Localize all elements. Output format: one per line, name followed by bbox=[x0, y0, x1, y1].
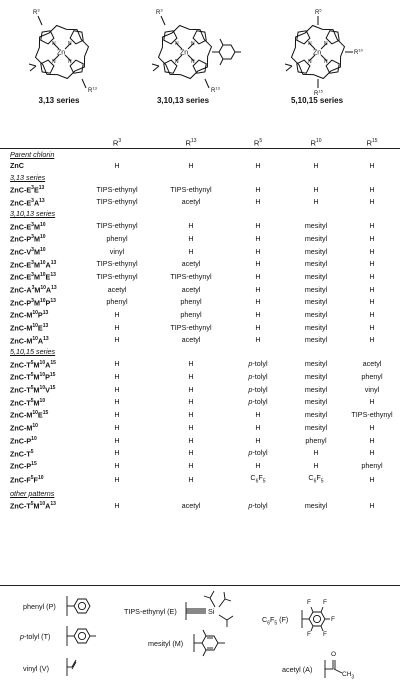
nitrogen-label: N bbox=[175, 59, 179, 65]
section-header bbox=[0, 346, 400, 357]
cell-r15: H bbox=[369, 233, 375, 243]
legend-mesityl: mesityl (M) bbox=[148, 639, 184, 648]
nitrogen-label: N bbox=[68, 41, 72, 47]
cell-r3: H bbox=[114, 310, 120, 320]
header-r5: $R^5$ bbox=[253, 138, 263, 148]
compound-name: ZnC-$M^{10}E^{15}$ bbox=[10, 410, 49, 420]
compound-name: ZnC-$E^3A^{13}$ bbox=[10, 197, 45, 207]
cell-r15: H bbox=[369, 397, 375, 407]
cell-r13: H bbox=[188, 435, 194, 445]
legend-f-label: F bbox=[307, 599, 311, 606]
cell-r10: mesityl bbox=[304, 310, 328, 320]
cell-r15: acetyl bbox=[362, 359, 382, 369]
cell-r15: phenyl bbox=[361, 460, 383, 470]
cell-r10: mesityl bbox=[304, 359, 328, 369]
substituent-label: $R^{10}$ bbox=[354, 47, 363, 56]
nitrogen-label: N bbox=[175, 41, 179, 47]
compound-name: ZnC-$T^5M^{10}$ bbox=[10, 397, 46, 408]
cell-r10: mesityl bbox=[304, 221, 328, 231]
compound-name: ZnC-$V^3M^{10}$ bbox=[10, 246, 46, 257]
legend-ch3-label: $CH_3$ bbox=[342, 671, 355, 681]
cell-r10: mesityl bbox=[304, 500, 328, 510]
cell-r5: H bbox=[255, 310, 261, 320]
cell-r13: H bbox=[188, 372, 194, 382]
cell-r13: H bbox=[188, 422, 194, 432]
table-row bbox=[0, 270, 400, 283]
nitrogen-label: N bbox=[68, 59, 72, 65]
substituent-label: $R^{13}$ bbox=[211, 85, 220, 94]
pyrrole-ring bbox=[326, 60, 339, 73]
cell-r15: H bbox=[369, 184, 375, 194]
cell-r15: H bbox=[369, 297, 375, 307]
cell-r10: mesityl bbox=[304, 397, 328, 407]
compound-name: ZnC-$E^3E^{13}$ bbox=[10, 184, 45, 195]
cell-r13: H bbox=[188, 475, 194, 485]
cell-r5: H bbox=[255, 422, 261, 432]
cell-r13: phenyl bbox=[180, 297, 202, 307]
series-label-3-10-13: 3,10,13 series bbox=[156, 96, 210, 105]
cell-r10: mesityl bbox=[304, 284, 328, 294]
cell-r3: H bbox=[114, 422, 120, 432]
cell-r13: H bbox=[188, 221, 194, 231]
legend-f-label: F bbox=[307, 631, 311, 638]
cell-r15: H bbox=[369, 221, 375, 231]
cell-r3: TIPS-ethynyl bbox=[96, 272, 138, 281]
cell-r13: acetyl bbox=[181, 197, 201, 207]
cell-r5: p-tolyl bbox=[248, 372, 268, 382]
cell-r10: H bbox=[313, 460, 319, 470]
series-label-3-13: 3,13 series bbox=[38, 96, 80, 105]
section-label: 5,10,15 series bbox=[10, 347, 56, 357]
nitrogen-label: N bbox=[191, 59, 195, 65]
cell-r15: H bbox=[369, 272, 375, 281]
substituent-bond bbox=[82, 79, 86, 88]
substituent-label: $R^{13}$ bbox=[88, 85, 97, 94]
header-r3: $R^3$ bbox=[112, 138, 122, 148]
table-row bbox=[0, 245, 400, 258]
table-row bbox=[0, 421, 400, 434]
section-header bbox=[0, 488, 400, 499]
cell-r13: H bbox=[188, 397, 194, 407]
pyrrole-ring bbox=[70, 60, 83, 73]
compound-name: ZnC-$M^{10}E^{13}$ bbox=[10, 323, 49, 333]
legend-structures bbox=[0, 586, 400, 686]
cell-r5: p-tolyl bbox=[248, 448, 268, 458]
section-label: Parent chlorin bbox=[10, 150, 55, 159]
table-row bbox=[0, 220, 400, 233]
cell-r10: mesityl bbox=[304, 384, 328, 394]
table-header-row bbox=[0, 136, 400, 149]
series-label-5-10-15: 5,10,15 series bbox=[290, 96, 344, 105]
table-row bbox=[0, 308, 400, 321]
methyl-bond bbox=[220, 39, 223, 45]
cell-r3: acetyl bbox=[107, 284, 127, 294]
cell-r15: H bbox=[369, 435, 375, 445]
cell-r13: TIPS-ethynyl bbox=[170, 184, 212, 194]
cell-r5: H bbox=[255, 259, 261, 269]
header-r13: $R^{13}$ bbox=[185, 138, 197, 148]
cell-r5: H bbox=[255, 233, 261, 243]
cell-r15: H bbox=[369, 161, 375, 171]
zinc-label: Zn bbox=[57, 49, 66, 57]
table-row bbox=[0, 447, 400, 460]
cell-r13: acetyl bbox=[181, 259, 201, 269]
methyl-bond bbox=[30, 66, 36, 71]
methyl-bond bbox=[153, 66, 159, 71]
compound-name: ZnC-$E^3M^{10}$ bbox=[10, 221, 46, 231]
cell-r3: H bbox=[114, 435, 120, 445]
methyl-bond bbox=[286, 66, 292, 71]
nitrogen-label: N bbox=[191, 41, 195, 47]
cell-r13: acetyl bbox=[181, 335, 201, 345]
cell-r5: H bbox=[255, 246, 261, 256]
compound-name: ZnC-$M^{10}$ bbox=[10, 423, 38, 433]
cell-r13: TIPS-ethynyl bbox=[170, 322, 212, 332]
legend-c6f5: $C_6F_5$ (F) bbox=[262, 615, 289, 627]
cell-r5: $C_6F_5$ bbox=[250, 472, 266, 485]
cell-r10: mesityl bbox=[304, 422, 328, 432]
table-row bbox=[0, 296, 400, 309]
cell-r15: H bbox=[369, 422, 375, 432]
cell-r5: H bbox=[255, 335, 261, 345]
legend-vinyl: vinyl (V) bbox=[23, 664, 49, 673]
cell-r13: H bbox=[188, 410, 194, 420]
table-row bbox=[0, 321, 400, 334]
cell-r3: H bbox=[114, 161, 120, 171]
compound-name: ZnC-$F^5F^{10}$ bbox=[10, 475, 44, 485]
legend-f-label: F bbox=[331, 616, 335, 623]
cell-r3: TIPS-ethynyl bbox=[96, 184, 138, 194]
substituent-label: $R^3$ bbox=[33, 7, 40, 16]
legend-si: Si bbox=[208, 607, 215, 616]
table-row bbox=[0, 499, 400, 512]
cell-r13: acetyl bbox=[181, 500, 201, 510]
cell-r3: TIPS-ethynyl bbox=[96, 221, 138, 231]
cell-r15: H bbox=[369, 322, 375, 332]
cell-r15: H bbox=[369, 500, 375, 510]
cell-r3: H bbox=[114, 359, 120, 369]
cell-r5: H bbox=[255, 435, 261, 445]
cell-r10: mesityl bbox=[304, 297, 328, 307]
cell-r3: TIPS-ethynyl bbox=[96, 259, 138, 269]
nitrogen-label: N bbox=[324, 59, 328, 65]
cell-r5: H bbox=[255, 184, 261, 194]
cell-r5: H bbox=[255, 297, 261, 307]
substituent-bond bbox=[205, 79, 209, 88]
cell-r10: mesityl bbox=[304, 372, 328, 382]
substituent-table bbox=[0, 136, 400, 512]
cell-r10: mesityl bbox=[304, 335, 328, 345]
cell-r3: phenyl bbox=[106, 233, 128, 243]
cell-r10: H bbox=[313, 448, 319, 458]
table-row bbox=[0, 408, 400, 421]
cell-r5: H bbox=[255, 322, 261, 332]
cell-r10: mesityl bbox=[304, 272, 328, 281]
mesityl-ring bbox=[219, 45, 235, 59]
cell-r5: H bbox=[255, 197, 261, 207]
cell-r10: phenyl bbox=[305, 435, 327, 445]
section-label: other patterns bbox=[10, 488, 55, 498]
table-row bbox=[0, 183, 400, 196]
cell-r3: H bbox=[114, 500, 120, 510]
cell-r3: H bbox=[114, 397, 120, 407]
cell-r5: p-tolyl bbox=[248, 500, 268, 510]
table-row bbox=[0, 160, 400, 171]
methyl-bond bbox=[285, 64, 292, 66]
legend-acetyl: acetyl (A) bbox=[282, 665, 313, 674]
table-row bbox=[0, 232, 400, 245]
methyl-bond bbox=[29, 64, 36, 66]
table-row bbox=[0, 459, 400, 472]
table-row bbox=[0, 358, 400, 371]
table-row bbox=[0, 370, 400, 383]
cell-r5: p-tolyl bbox=[248, 384, 268, 394]
substituent-label: $R^{15}$ bbox=[314, 88, 323, 97]
table-row bbox=[0, 383, 400, 396]
compound-name: ZnC bbox=[10, 161, 24, 171]
compound-name: ZnC-$T^5M^{10}P^{15}$ bbox=[10, 372, 56, 382]
nitrogen-label: N bbox=[52, 41, 56, 47]
table-row bbox=[0, 396, 400, 409]
substituent-label: $R^3$ bbox=[156, 7, 163, 16]
cell-r10: H bbox=[313, 184, 319, 194]
cell-r15: H bbox=[369, 335, 375, 345]
header-r15: $R^{15}$ bbox=[366, 138, 378, 148]
compound-name: ZnC-$M^{10}P^{13}$ bbox=[10, 310, 49, 320]
cell-r5: p-tolyl bbox=[248, 359, 268, 369]
compound-name: ZnC-$E^3M^{10}E^{13}$ bbox=[10, 272, 56, 282]
cell-r10: mesityl bbox=[304, 233, 328, 243]
cell-r10: mesityl bbox=[304, 322, 328, 332]
nitrogen-label: N bbox=[52, 59, 56, 65]
cell-r3: H bbox=[114, 410, 120, 420]
cell-r5: H bbox=[255, 460, 261, 470]
header-compound bbox=[0, 136, 80, 149]
compound-name: ZnC-$P^3M^{10}$ bbox=[10, 234, 46, 244]
compound-name: ZnC-$P^3M^{10}P^{13}$ bbox=[10, 297, 56, 308]
pyrrole-ring bbox=[193, 60, 206, 73]
cell-r13: H bbox=[188, 460, 194, 470]
legend-phenyl: phenyl (P) bbox=[23, 602, 56, 611]
cell-r15: H bbox=[369, 284, 375, 294]
nitrogen-label: N bbox=[324, 41, 328, 47]
table-row bbox=[0, 283, 400, 296]
cell-r15: phenyl bbox=[361, 372, 383, 382]
compound-name: ZnC-$T^5$ bbox=[10, 448, 34, 458]
cell-r15: H bbox=[369, 246, 375, 256]
cell-r3: vinyl bbox=[109, 246, 125, 256]
cell-r5: H bbox=[255, 272, 261, 281]
cell-r3: H bbox=[114, 448, 120, 458]
cell-r10: mesityl bbox=[304, 259, 328, 269]
legend-tolyl: p-tolyl (T) bbox=[20, 632, 51, 641]
section-header bbox=[0, 208, 400, 219]
methyl-bond bbox=[152, 64, 159, 66]
cell-r15: TIPS-ethynyl bbox=[351, 410, 393, 420]
section-label: 3,10,13 series bbox=[10, 209, 56, 219]
substituent-bond bbox=[38, 16, 42, 25]
cell-r10: $C_6F_5$ bbox=[308, 472, 324, 485]
cell-r3: TIPS-ethynyl bbox=[96, 197, 138, 207]
cell-r13: phenyl bbox=[180, 310, 202, 320]
cell-r15: vinyl bbox=[364, 384, 380, 394]
cell-r3: H bbox=[114, 372, 120, 382]
cell-r3: H bbox=[114, 475, 120, 485]
compound-name: ZnC-$M^{10}A^{13}$ bbox=[10, 335, 49, 346]
table-row bbox=[0, 472, 400, 488]
legend-o-label: O bbox=[331, 651, 337, 658]
compound-name: ZnC-$P^{15}$ bbox=[10, 461, 37, 471]
substituent-bond bbox=[161, 16, 165, 25]
table-row bbox=[0, 196, 400, 209]
cell-r15: H bbox=[369, 310, 375, 320]
cell-r13: H bbox=[188, 359, 194, 369]
cell-r13: H bbox=[188, 161, 194, 171]
methyl-bond bbox=[220, 59, 223, 65]
substituent-legend bbox=[0, 585, 400, 686]
cell-r15: H bbox=[369, 197, 375, 207]
compound-name: ZnC-$T^5M^{10}V^{15}$ bbox=[10, 385, 56, 395]
substituent-label: $R^5$ bbox=[315, 7, 322, 16]
zinc-label: Zn bbox=[313, 49, 322, 57]
cell-r5: H bbox=[255, 221, 261, 231]
cell-r3: H bbox=[114, 384, 120, 394]
cell-r13: H bbox=[188, 384, 194, 394]
cell-r10: mesityl bbox=[304, 246, 328, 256]
section-header bbox=[0, 172, 400, 183]
cell-r3: H bbox=[114, 460, 120, 470]
pyrrole-ring bbox=[70, 31, 83, 44]
cell-r15: H bbox=[369, 448, 375, 458]
section-header bbox=[0, 149, 400, 161]
compound-name: ZnC-$E^3M^{10}A^{13}$ bbox=[10, 259, 57, 270]
legend-f-label: F bbox=[323, 599, 327, 606]
header-r10: $R^{10}$ bbox=[310, 138, 322, 148]
cell-r13: TIPS-ethynyl bbox=[170, 272, 212, 281]
section-label: 3,13 series bbox=[10, 172, 46, 182]
cell-r5: H bbox=[255, 161, 261, 171]
cell-r5: H bbox=[255, 284, 261, 294]
cell-r15: H bbox=[369, 475, 375, 485]
cell-r10: mesityl bbox=[304, 410, 328, 420]
compound-name: ZnC-$P^{10}$ bbox=[10, 435, 37, 446]
legend-f-label: F bbox=[323, 631, 327, 638]
legend-tips: TIPS-ethynyl (E) bbox=[124, 607, 177, 616]
cell-r3: phenyl bbox=[106, 297, 128, 307]
cell-r15: H bbox=[369, 259, 375, 269]
pyrrole-ring bbox=[326, 31, 339, 44]
zinc-label: Zn bbox=[180, 49, 189, 57]
compound-name: ZnC-$A^3M^{10}A^{13}$ bbox=[10, 285, 57, 295]
cell-r3: H bbox=[114, 335, 120, 345]
compound-name: ZnC-$T^5M^{10}A^{13}$ bbox=[10, 500, 56, 511]
nitrogen-label: N bbox=[308, 41, 312, 47]
nitrogen-label: N bbox=[308, 59, 312, 65]
cell-r13: H bbox=[188, 246, 194, 256]
cell-r3: H bbox=[114, 322, 120, 332]
cell-r5: H bbox=[255, 410, 261, 420]
compound-name: ZnC-$T^5M^{10}A^{15}$ bbox=[10, 359, 56, 370]
cell-r13: acetyl bbox=[181, 284, 201, 294]
cell-r5: p-tolyl bbox=[248, 397, 268, 407]
table-row bbox=[0, 334, 400, 347]
table-row bbox=[0, 434, 400, 447]
table-row bbox=[0, 258, 400, 271]
cell-r10: H bbox=[313, 161, 319, 171]
pyrrole-ring bbox=[193, 31, 206, 44]
cell-r10: H bbox=[313, 197, 319, 207]
cell-r13: H bbox=[188, 233, 194, 243]
cell-r13: H bbox=[188, 448, 194, 458]
